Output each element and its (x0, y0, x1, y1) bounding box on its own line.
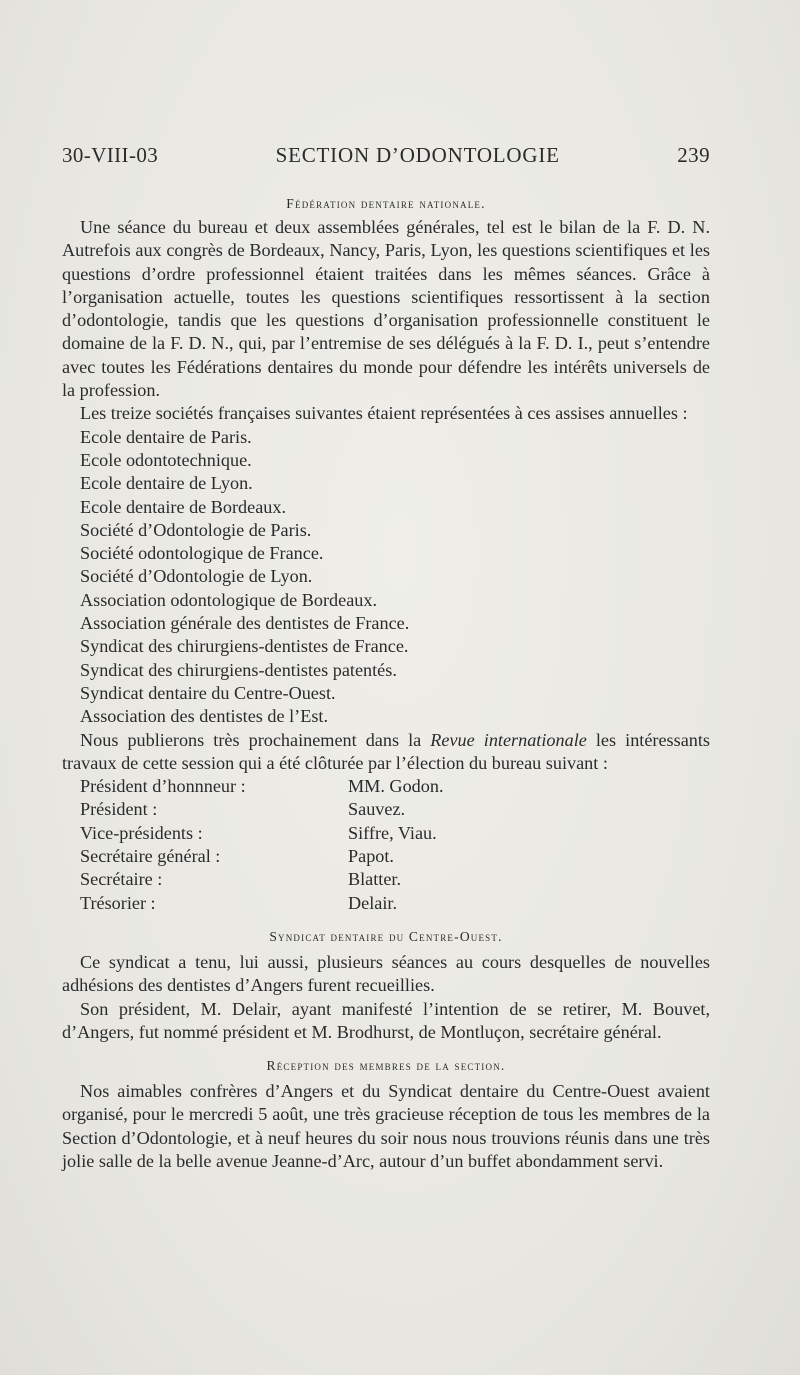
society-list (62, 426, 710, 729)
section-heading-reception: Réception des membres de la section. (266, 1058, 506, 1074)
officer-role: Trésorier : (80, 892, 156, 913)
header-date: 30-VIII-03 (62, 143, 159, 167)
officer-role: Secrétaire général : (80, 846, 221, 867)
list-item: Association des dentistes de l’Est. (80, 706, 329, 727)
paragraph-syndicat-seances: Ce syndicat a tenu, lui aussi, plusieurs séances au cours desquelles de nouvelles adhésions des dentistes d’Angers furent recueillies. (62, 951, 710, 996)
publication-text-before: Nous publierons très prochainement dans la (80, 729, 431, 750)
list-item: Syndicat des chirurgiens-dentistes de France. (80, 636, 409, 657)
officer-row (62, 845, 710, 868)
paragraph-publication (62, 729, 710, 776)
section-heading-federation: Fédération dentaire nationale. (286, 196, 486, 211)
revue-title: Revue internationale (430, 729, 587, 750)
list-item: Syndicat des chirurgiens-dentistes patentés. (80, 659, 397, 680)
officer-role: Secrétaire : (80, 869, 163, 890)
paragraph-bilan: Une séance du bureau et deux assemblées générales, tel est le bilan de la F. D. N. Autrefois aux congrès de Bordeaux, Nancy, Paris, Lyon, les questions scientifiques et les questions d’ordre professionnel étaient traitées dans les mêmes séances. Grâce à l’organisation actuelle, toutes les questions scientifiques ressortissent à la section d’odontologie, tandis que les questions d’organisation professionnelle constituent le domaine de la F. D. N., qui, par l’entremise de ses délégués à la F. D. I., peut s’entendre avec toutes les Fédérations dentaires du monde pour défendre les intérêts universels de la profession. (62, 217, 710, 401)
paragraph-societies-intro: Les treize sociétés françaises suivantes étaient représentées à ces assises annuelles : (80, 403, 688, 424)
officer-row (62, 775, 710, 798)
list-item: Société odontologique de France. (80, 543, 324, 564)
publication-text-after: les intéressants travaux de cette session qui a été clôturée par l’élection du bureau suivant : (62, 729, 710, 773)
list-item: Ecole dentaire de Paris. (80, 426, 252, 447)
section-heading-syndicat: Syndicat dentaire du Centre-Ouest. (269, 928, 503, 944)
paragraph-reception: Nos aimables confrères d’Angers et du Syndicat dentaire du Centre-Ouest avaient organisé, pour le mercredi 5 août, une très gracieuse réception de tous les membres de la Section d’Odontologie, et à neuf heures du soir nous nous trouvions réunis dans une très jolie salle de la belle avenue Jeanne-d’Arc, autour d’un buffet abondamment servi. (62, 1081, 710, 1171)
paragraph-syndicat-president: Son président, M. Delair, ayant manifesté l’intention de se retirer, M. Bouvet, d’Angers, fut nommé président et M. Brodhurst, de Montluçon, secrétaire général. (62, 998, 710, 1042)
list-item: Ecole odontotechnique. (80, 449, 252, 470)
officer-role: Vice-présidents : (80, 822, 203, 843)
list-item: Société d’Odontologie de Paris. (80, 519, 312, 540)
list-item: Société d’Odontologie de Lyon. (80, 566, 313, 587)
list-item: Association générale des dentistes de France. (80, 613, 410, 634)
running-head (62, 143, 710, 168)
list-item: Syndicat dentaire du Centre-Ouest. (80, 682, 336, 703)
list-item: Association odontologique de Bordeaux. (80, 589, 378, 610)
officer-row (62, 798, 710, 821)
header-title: SECTION D’ODONTOLOGIE (275, 143, 560, 167)
officer-name: Papot. (348, 846, 394, 867)
officer-row (62, 892, 710, 915)
officer-name: Siffre, Viau. (348, 822, 437, 843)
list-item: Ecole dentaire de Bordeaux. (80, 496, 287, 517)
officer-role: Président : (80, 799, 158, 820)
page-number: 239 (677, 143, 710, 167)
officer-role: Président d’honnneur : (80, 776, 246, 797)
officer-name: MM. Godon. (348, 776, 444, 797)
officer-name: Sauvez. (348, 799, 406, 820)
officer-name: Delair. (348, 892, 397, 913)
officer-row (62, 822, 710, 845)
officer-name: Blatter. (348, 869, 402, 890)
list-item: Ecole dentaire de Lyon. (80, 473, 253, 494)
officer-row (62, 868, 710, 891)
officers-list (62, 775, 710, 915)
page-content (62, 143, 710, 1173)
